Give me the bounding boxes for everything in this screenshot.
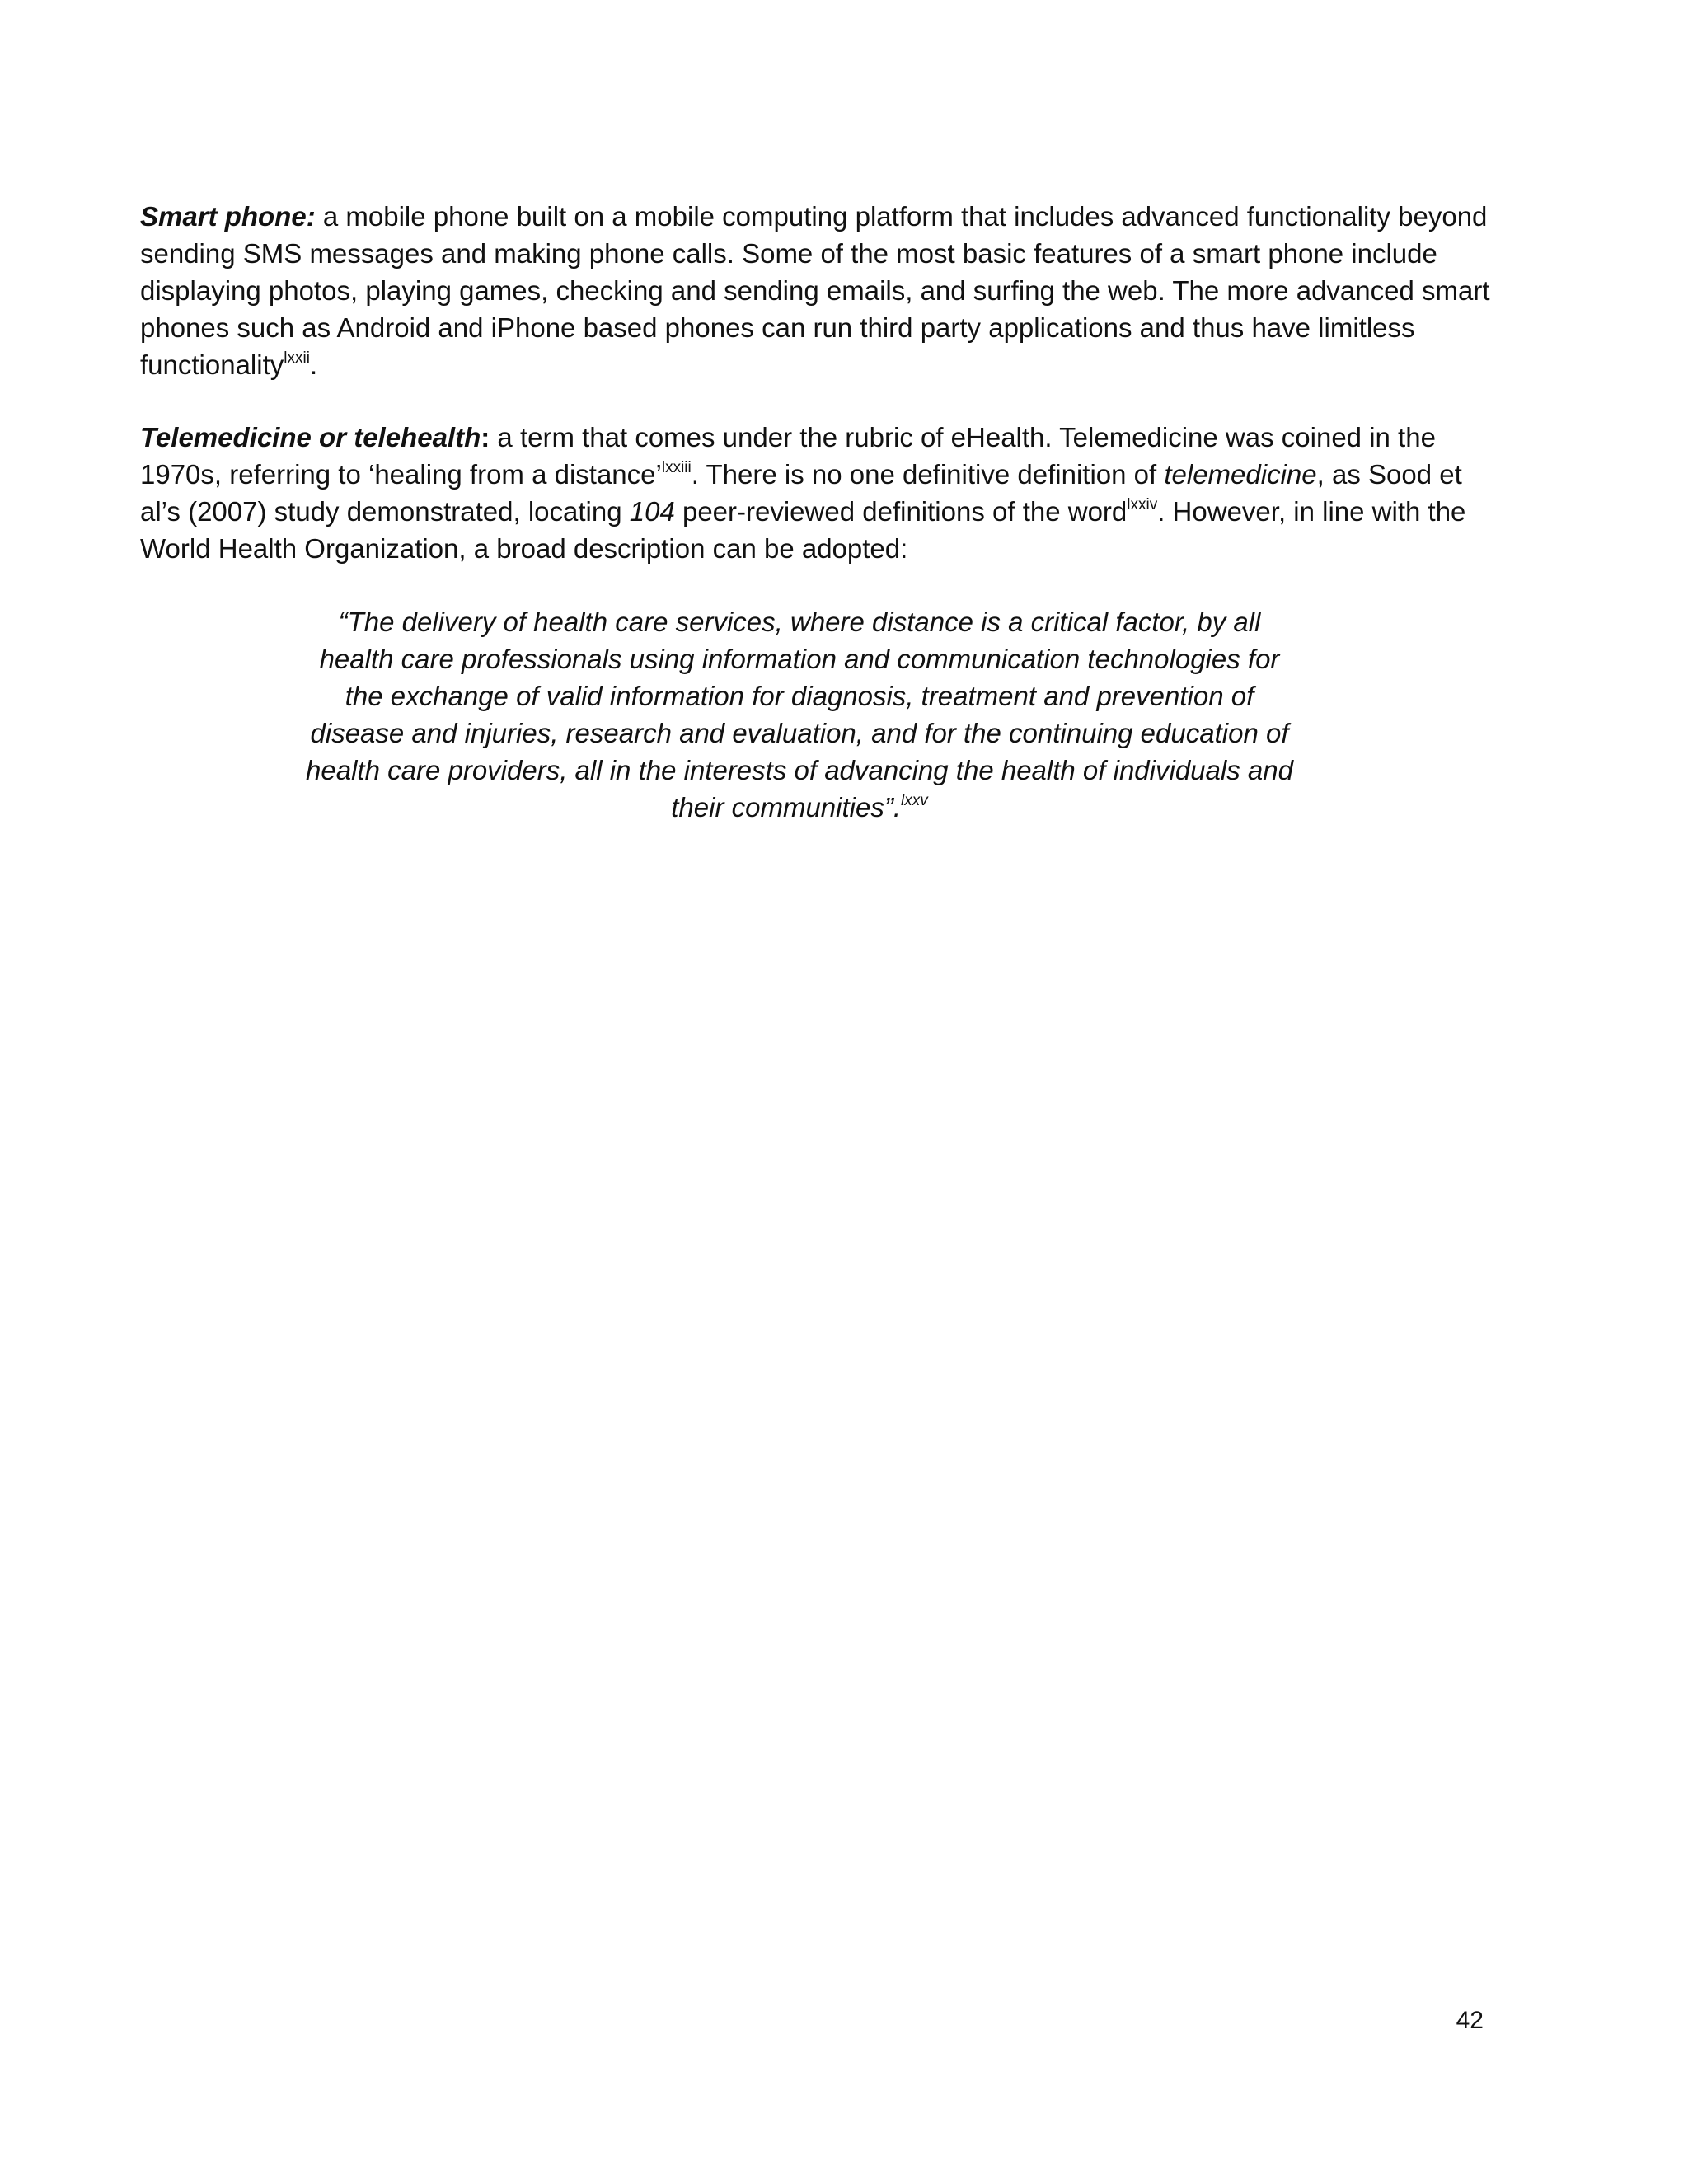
footnote-ref-lxxii[interactable]: lxxii: [284, 349, 310, 367]
smart-phone-term: Smart phone:: [140, 201, 316, 232]
page-number: 42: [1456, 2007, 1484, 2034]
who-quote: [305, 603, 1294, 826]
telemedicine-text-3: , as Sood et al’s (2007) study demonstrated, locating: [140, 459, 1462, 527]
telemedicine-colon: :: [481, 422, 490, 452]
smart-phone-end: .: [309, 349, 318, 380]
smart-phone-text: a mobile phone built on a mobile computing platform that includes advanced functionality beyond sending SMS messages and making phone calls. Some of the most basic features of a smart phone include displaying photos, playing games, checking and sending emails, and surfing the web. The more advanced smart phones such as Android and iPhone based phones can run third party applications and thus have limitless functionality: [140, 201, 1490, 380]
footnote-ref-lxxv[interactable]: lxxv: [901, 792, 928, 809]
footnote-ref-lxxiii[interactable]: lxxiii: [661, 459, 692, 476]
telemedicine-text-4: peer-reviewed definitions of the word: [674, 496, 1128, 527]
who-quote-text: “The delivery of health care services, where distance is a critical factor, by all health care professionals using information and communication technologies for the exchange of valid information for diagnosis, treatment and prevention of disease and injuries, research and evaluation, and for the continuing education of health care providers, all in the interests of advancing the health of individuals and their communities”.: [306, 607, 1293, 823]
telemedicine-term: Telemedicine or telehealth: [140, 422, 481, 452]
telemedicine-text-1: a term that comes under the rubric of eHealth. Telemedicine was coined in the 1970s, referring to ‘healing from a distance’: [140, 422, 1436, 490]
telemedicine-text-2: . There is no one definitive definition of: [691, 459, 1165, 490]
footnote-ref-lxxiv[interactable]: lxxiv: [1127, 496, 1158, 513]
smart-phone-definition: [140, 198, 1492, 383]
telemedicine-italic-word: telemedicine: [1164, 459, 1317, 490]
telemedicine-italic-number: 104: [629, 496, 675, 527]
telemedicine-definition: [140, 419, 1492, 567]
telemedicine-text-5: . However, in line with the World Health Organization, a broad description can be adopted:: [140, 496, 1466, 564]
